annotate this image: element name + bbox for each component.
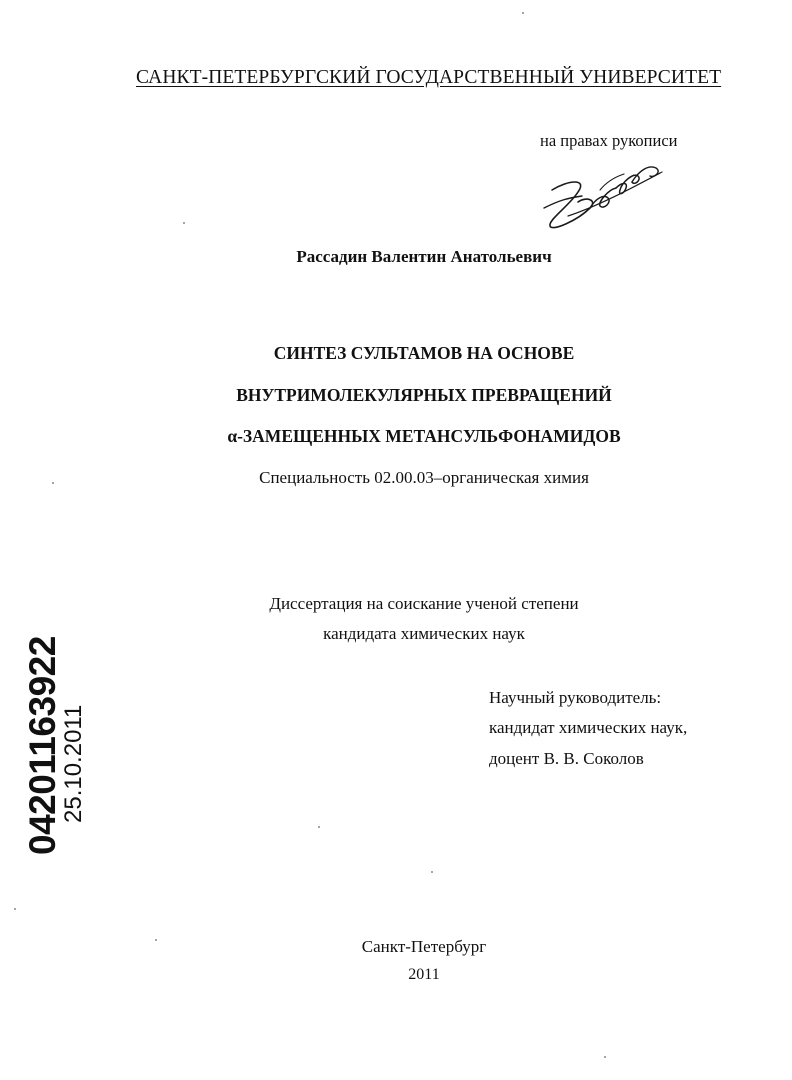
manuscript-note: на правах рукописи bbox=[540, 131, 678, 150]
scan-speck bbox=[52, 482, 54, 484]
scan-speck bbox=[183, 222, 185, 224]
scan-speck bbox=[318, 826, 320, 828]
specialty: Специальность 02.00.03–органическая химия bbox=[259, 468, 589, 487]
library-stamp-date: 25.10.2011 bbox=[60, 704, 87, 823]
advisor-label: Научный руководитель: bbox=[489, 688, 662, 707]
year: 2011 bbox=[408, 966, 440, 983]
scan-speck bbox=[155, 939, 157, 941]
city: Санкт-Петербург bbox=[361, 937, 487, 956]
degree-line-1: Диссертация на соискание ученой степени bbox=[269, 594, 579, 613]
advisor-name: доцент В. В. Соколов bbox=[489, 749, 644, 768]
scan-speck bbox=[522, 12, 524, 14]
library-stamp-code: 04201163922 bbox=[22, 636, 63, 855]
scan-speck bbox=[604, 1056, 606, 1058]
advisor-degree: кандидат химических наук, bbox=[489, 718, 688, 737]
thesis-title-line-1: СИНТЕЗ СУЛЬТАМОВ НА ОСНОВЕ bbox=[273, 343, 575, 363]
degree-line-2: кандидата химических наук bbox=[323, 624, 525, 643]
thesis-title-line-3: α-ЗАМЕЩЕННЫХ МЕТАНСУЛЬФОНАМИДОВ bbox=[227, 426, 621, 446]
scan-speck bbox=[14, 908, 16, 910]
handwritten-signature bbox=[538, 150, 668, 235]
author-name: Рассадин Валентин Анатольевич bbox=[296, 247, 552, 266]
thesis-title-line-2: ВНУТРИМОЛЕКУЛЯРНЫХ ПРЕВРАЩЕНИЙ bbox=[236, 385, 612, 405]
university-name: САНКТ-ПЕТЕРБУРГСКИЙ ГОСУДАРСТВЕННЫЙ УНИВЕРСИТЕТ bbox=[136, 67, 722, 88]
scan-speck bbox=[431, 871, 433, 873]
